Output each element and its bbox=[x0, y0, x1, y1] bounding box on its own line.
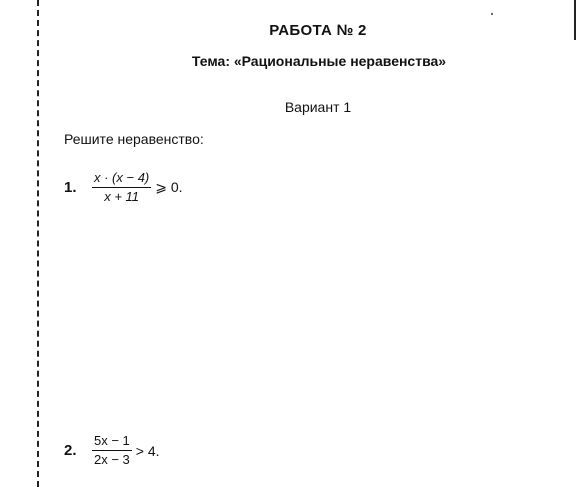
fraction-denominator: x + 11 bbox=[104, 189, 140, 204]
inequality-tail: ⩾ 0. bbox=[155, 179, 183, 195]
variant-label: Вариант 1 bbox=[284, 99, 352, 115]
topic-heading: Тема: «Рациональные неравенства» bbox=[191, 53, 447, 69]
fraction-numerator: x · (x − 4) bbox=[92, 170, 151, 188]
fraction bbox=[92, 433, 132, 468]
cut-line bbox=[37, 0, 39, 487]
scan-speck bbox=[491, 13, 493, 15]
problem-number: 2. bbox=[64, 442, 77, 459]
inequality-tail: > 4. bbox=[135, 442, 160, 459]
fraction-numerator: 5x − 1 bbox=[92, 433, 132, 451]
instruction-text: Решите неравенство: bbox=[64, 131, 204, 147]
fraction bbox=[92, 170, 151, 205]
problem-1 bbox=[64, 170, 183, 205]
problem-number: 1. bbox=[64, 179, 77, 196]
problem-2 bbox=[64, 433, 160, 468]
fraction-denominator: 2x − 3 bbox=[94, 452, 130, 467]
page-title: РАБОТА № 2 bbox=[269, 22, 367, 39]
